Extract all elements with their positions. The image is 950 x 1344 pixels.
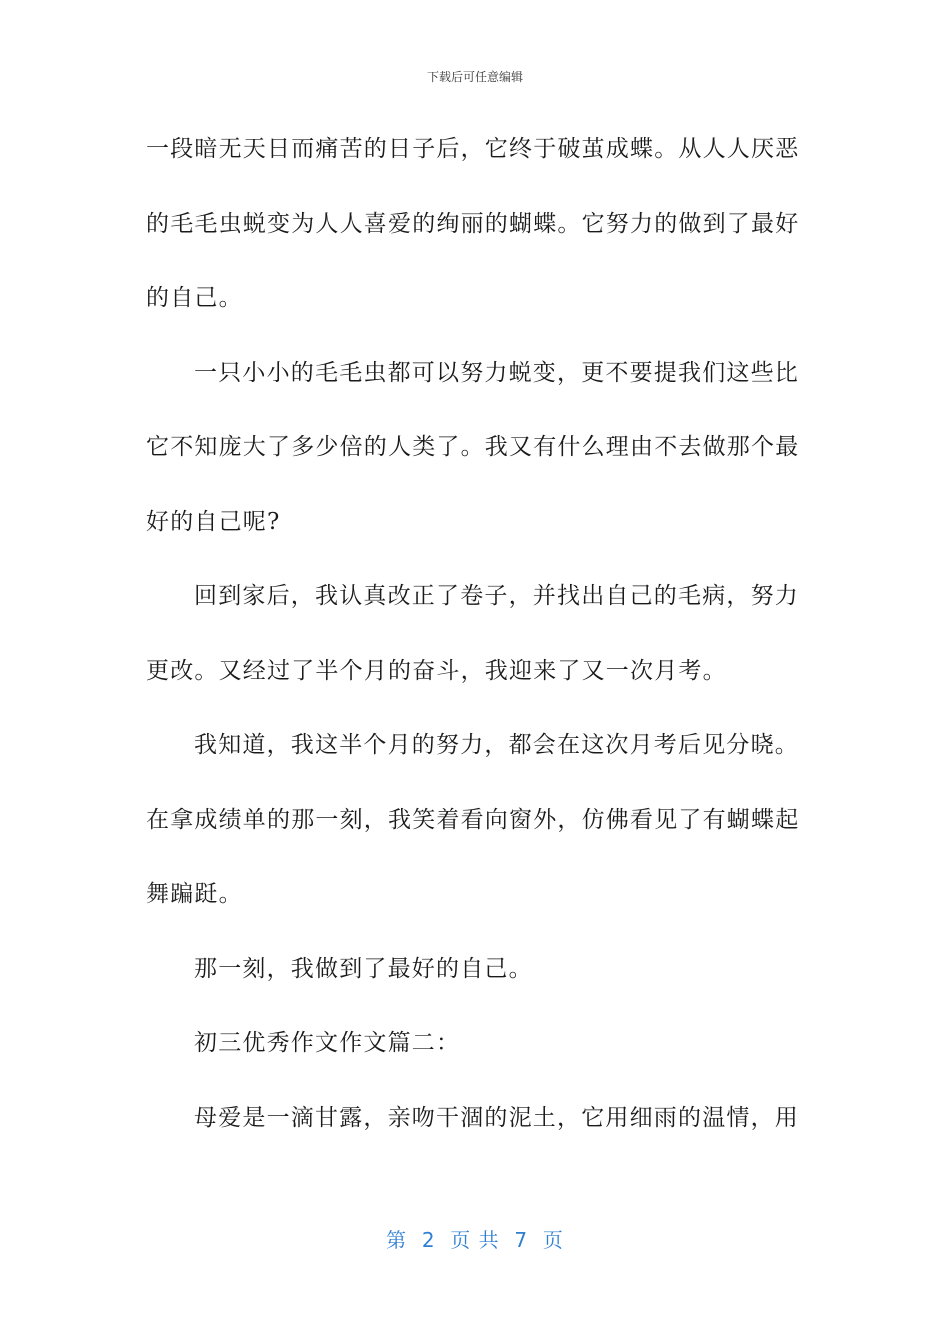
text-line: 它不知庞大了多少倍的人类了。我又有什么理由不去做那个最	[146, 434, 800, 460]
section-heading: 初三优秀作文作文篇二：	[194, 1030, 461, 1056]
paragraph-start-line: 我知道，我这半个月的努力，都会在这次月考后见分晓。	[194, 732, 799, 758]
paragraph-start-line: 一只小小的毛毛虫都可以努力蜕变，更不要提我们这些比	[194, 359, 799, 386]
text-line: 在拿成绩单的那一刻，我笑着看向窗外，仿佛看见了有蝴蝶起	[146, 806, 800, 833]
paragraph-start-line: 那一刻，我做到了最好的自己。	[194, 955, 533, 982]
page-header: 下载后可任意编辑	[426, 70, 523, 84]
text-line: 舞蹁跹。	[146, 881, 243, 907]
document-body	[146, 112, 806, 1155]
text-line: 的毛毛虫蜕变为人人喜爱的绚丽的蝴蝶。它努力的做到了最好	[146, 210, 800, 237]
page-number-footer: 第 2 页 共 7 页	[386, 1228, 564, 1252]
text-line: 的自己。	[146, 285, 243, 311]
text-line: 好的自己呢?	[146, 508, 281, 535]
paragraph-start-line: 回到家后，我认真改正了卷子，并找出自己的毛病，努力	[194, 583, 799, 609]
paragraph-start-line: 母爱是一滴甘露，亲吻干涸的泥土，它用细雨的温情，用	[194, 1104, 799, 1131]
text-line: 一段暗无天日而痛苦的日子后，它终于破茧成蝶。从人人厌恶	[146, 136, 800, 162]
text-line: 更改。又经过了半个月的奋斗，我迎来了又一次月考。	[146, 657, 727, 684]
